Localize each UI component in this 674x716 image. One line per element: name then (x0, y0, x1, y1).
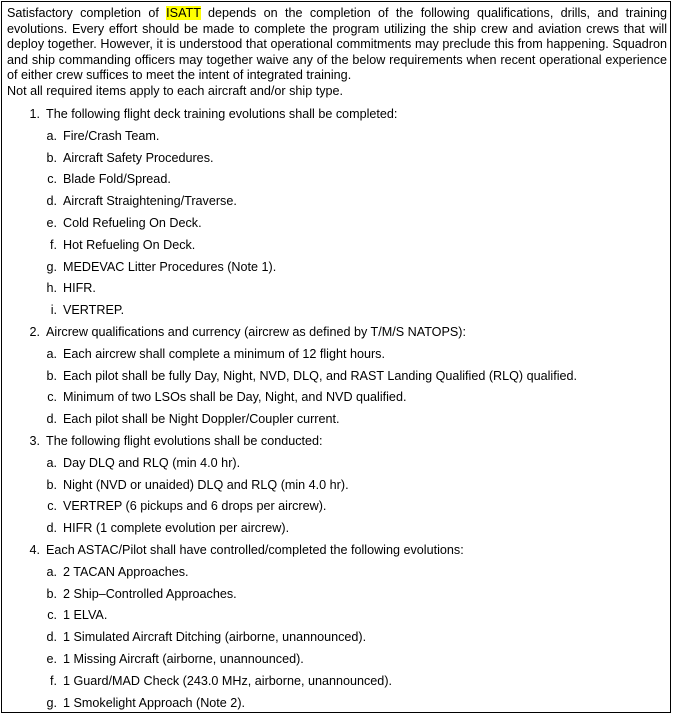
list-item (2, 671, 674, 693)
list-item (2, 344, 674, 366)
item-label: b. (46, 477, 57, 492)
item-text: 1 Smokelight Approach (Note 2). (63, 695, 246, 710)
item-label: c. (47, 608, 57, 623)
item-text: Minimum of two LSOs shall be Day, Night, and NVD qualified. (63, 390, 407, 405)
section-number: 1. (29, 107, 40, 121)
item-text: Each pilot shall be Night Doppler/Coupler current. (63, 412, 340, 427)
section-text: The following flight deck training evolutions shall be completed: (46, 107, 398, 121)
list-item (2, 518, 674, 540)
item-text: VERTREP (6 pickups and 6 drops per aircrew). (63, 499, 327, 514)
list-item (2, 627, 674, 649)
list-item (2, 409, 674, 431)
item-text: 1 Missing Aircraft (airborne, unannounced). (63, 651, 304, 666)
item-text: VERTREP. (63, 303, 125, 318)
section-heading (2, 540, 674, 562)
section-number: 3. (29, 433, 40, 448)
item-text: Each aircrew shall complete a minimum of 12 flight hours. (63, 346, 385, 361)
section-heading (2, 104, 674, 126)
item-text: 1 Simulated Aircraft Ditching (airborne, unannounced). (63, 630, 367, 645)
list-item (2, 453, 674, 475)
item-label: e. (46, 651, 57, 666)
list-item (2, 169, 674, 191)
list-item (2, 584, 674, 606)
list-item (2, 366, 674, 388)
section-text: Aircrew qualifications and currency (aircrew as defined by T/M/S NATOPS): (46, 324, 466, 339)
list-item (2, 257, 674, 279)
list-item (2, 126, 674, 148)
item-label: d. (46, 630, 57, 645)
item-text: Day DLQ and RLQ (min 4.0 hr). (63, 455, 241, 470)
intro-text-start: Satisfactory completion of (7, 6, 167, 20)
item-label: g. (46, 259, 57, 274)
list-item (2, 191, 674, 213)
item-label: b. (46, 368, 57, 383)
section-text: Each ASTAC/Pilot shall have controlled/completed the following evolutions: (46, 542, 464, 557)
item-text: Aircraft Straightening/Traverse. (63, 194, 237, 209)
item-label: f. (50, 237, 57, 252)
item-label: a. (46, 455, 57, 470)
requirements-list (2, 104, 674, 714)
intro-text-rest: depends on the completion of the following qualifications, drills, and training evolutions. Every effort should be made to complete the program utilizing the ship crew and aviation crews that will deploy together. However, it is understood that operational commitments may preclude this from happening. Squadron and ship commanding officers may together waive any of the below requirements when recent operational experience of either crew suffices to meet the intent of integrated training. (7, 6, 667, 83)
item-label: c. (47, 499, 57, 514)
list-item (2, 300, 674, 322)
list-item (2, 278, 674, 300)
highlighted-term: ISATT (166, 6, 201, 20)
item-label: d. (46, 194, 57, 209)
item-text: HIFR (1 complete evolution per aircrew). (63, 521, 290, 536)
item-label: h. (46, 281, 57, 296)
section-number: 2. (29, 324, 40, 339)
section-heading (2, 322, 674, 344)
item-text: HIFR. (63, 281, 96, 296)
list-item (2, 475, 674, 497)
item-label: a. (46, 564, 57, 579)
applicability-note: Not all required items apply to each aircraft and/or ship type. (7, 84, 344, 98)
list-item (2, 213, 674, 235)
item-label: b. (46, 586, 57, 601)
item-text: Fire/Crash Team. (63, 128, 160, 143)
item-text: Aircraft Safety Procedures. (63, 150, 214, 165)
item-label: a. (46, 128, 57, 143)
item-label: a. (46, 346, 57, 361)
item-text: 2 TACAN Approaches. (63, 564, 189, 579)
list-item (2, 693, 674, 715)
list-item (2, 562, 674, 584)
item-text: 1 Guard/MAD Check (243.0 MHz, airborne, unannounced). (63, 673, 393, 688)
item-text: 2 Ship–Controlled Approaches. (63, 586, 237, 601)
item-text: 1 ELVA. (63, 608, 108, 623)
item-label: d. (46, 412, 57, 427)
item-label: i. (50, 303, 57, 318)
item-label: f. (50, 673, 57, 688)
list-item (2, 235, 674, 257)
item-text: Each pilot shall be fully Day, Night, NVD, DLQ, and RAST Landing Qualified (RLQ) qualified. (63, 368, 578, 383)
item-label: b. (46, 150, 57, 165)
item-text: Blade Fold/Spread. (63, 172, 171, 187)
list-item (2, 496, 674, 518)
item-text: Cold Refueling On Deck. (63, 215, 202, 230)
item-label: e. (46, 215, 57, 230)
item-label: d. (46, 521, 57, 536)
section-text: The following flight evolutions shall be conducted: (46, 433, 323, 448)
item-text: Hot Refueling On Deck. (63, 237, 196, 252)
list-item (2, 605, 674, 627)
item-text: MEDEVAC Litter Procedures (Note 1). (63, 259, 277, 274)
list-item (2, 148, 674, 170)
item-text: Night (NVD or unaided) DLQ and RLQ (min 4.0 hr). (63, 477, 349, 492)
section-number: 4. (29, 542, 40, 557)
item-label: g. (46, 695, 57, 710)
item-label: c. (47, 390, 57, 405)
list-item (2, 649, 674, 671)
section-heading (2, 431, 674, 453)
item-label: c. (47, 172, 57, 187)
document-frame (1, 1, 671, 713)
intro-paragraph (7, 6, 667, 84)
list-item (2, 387, 674, 409)
